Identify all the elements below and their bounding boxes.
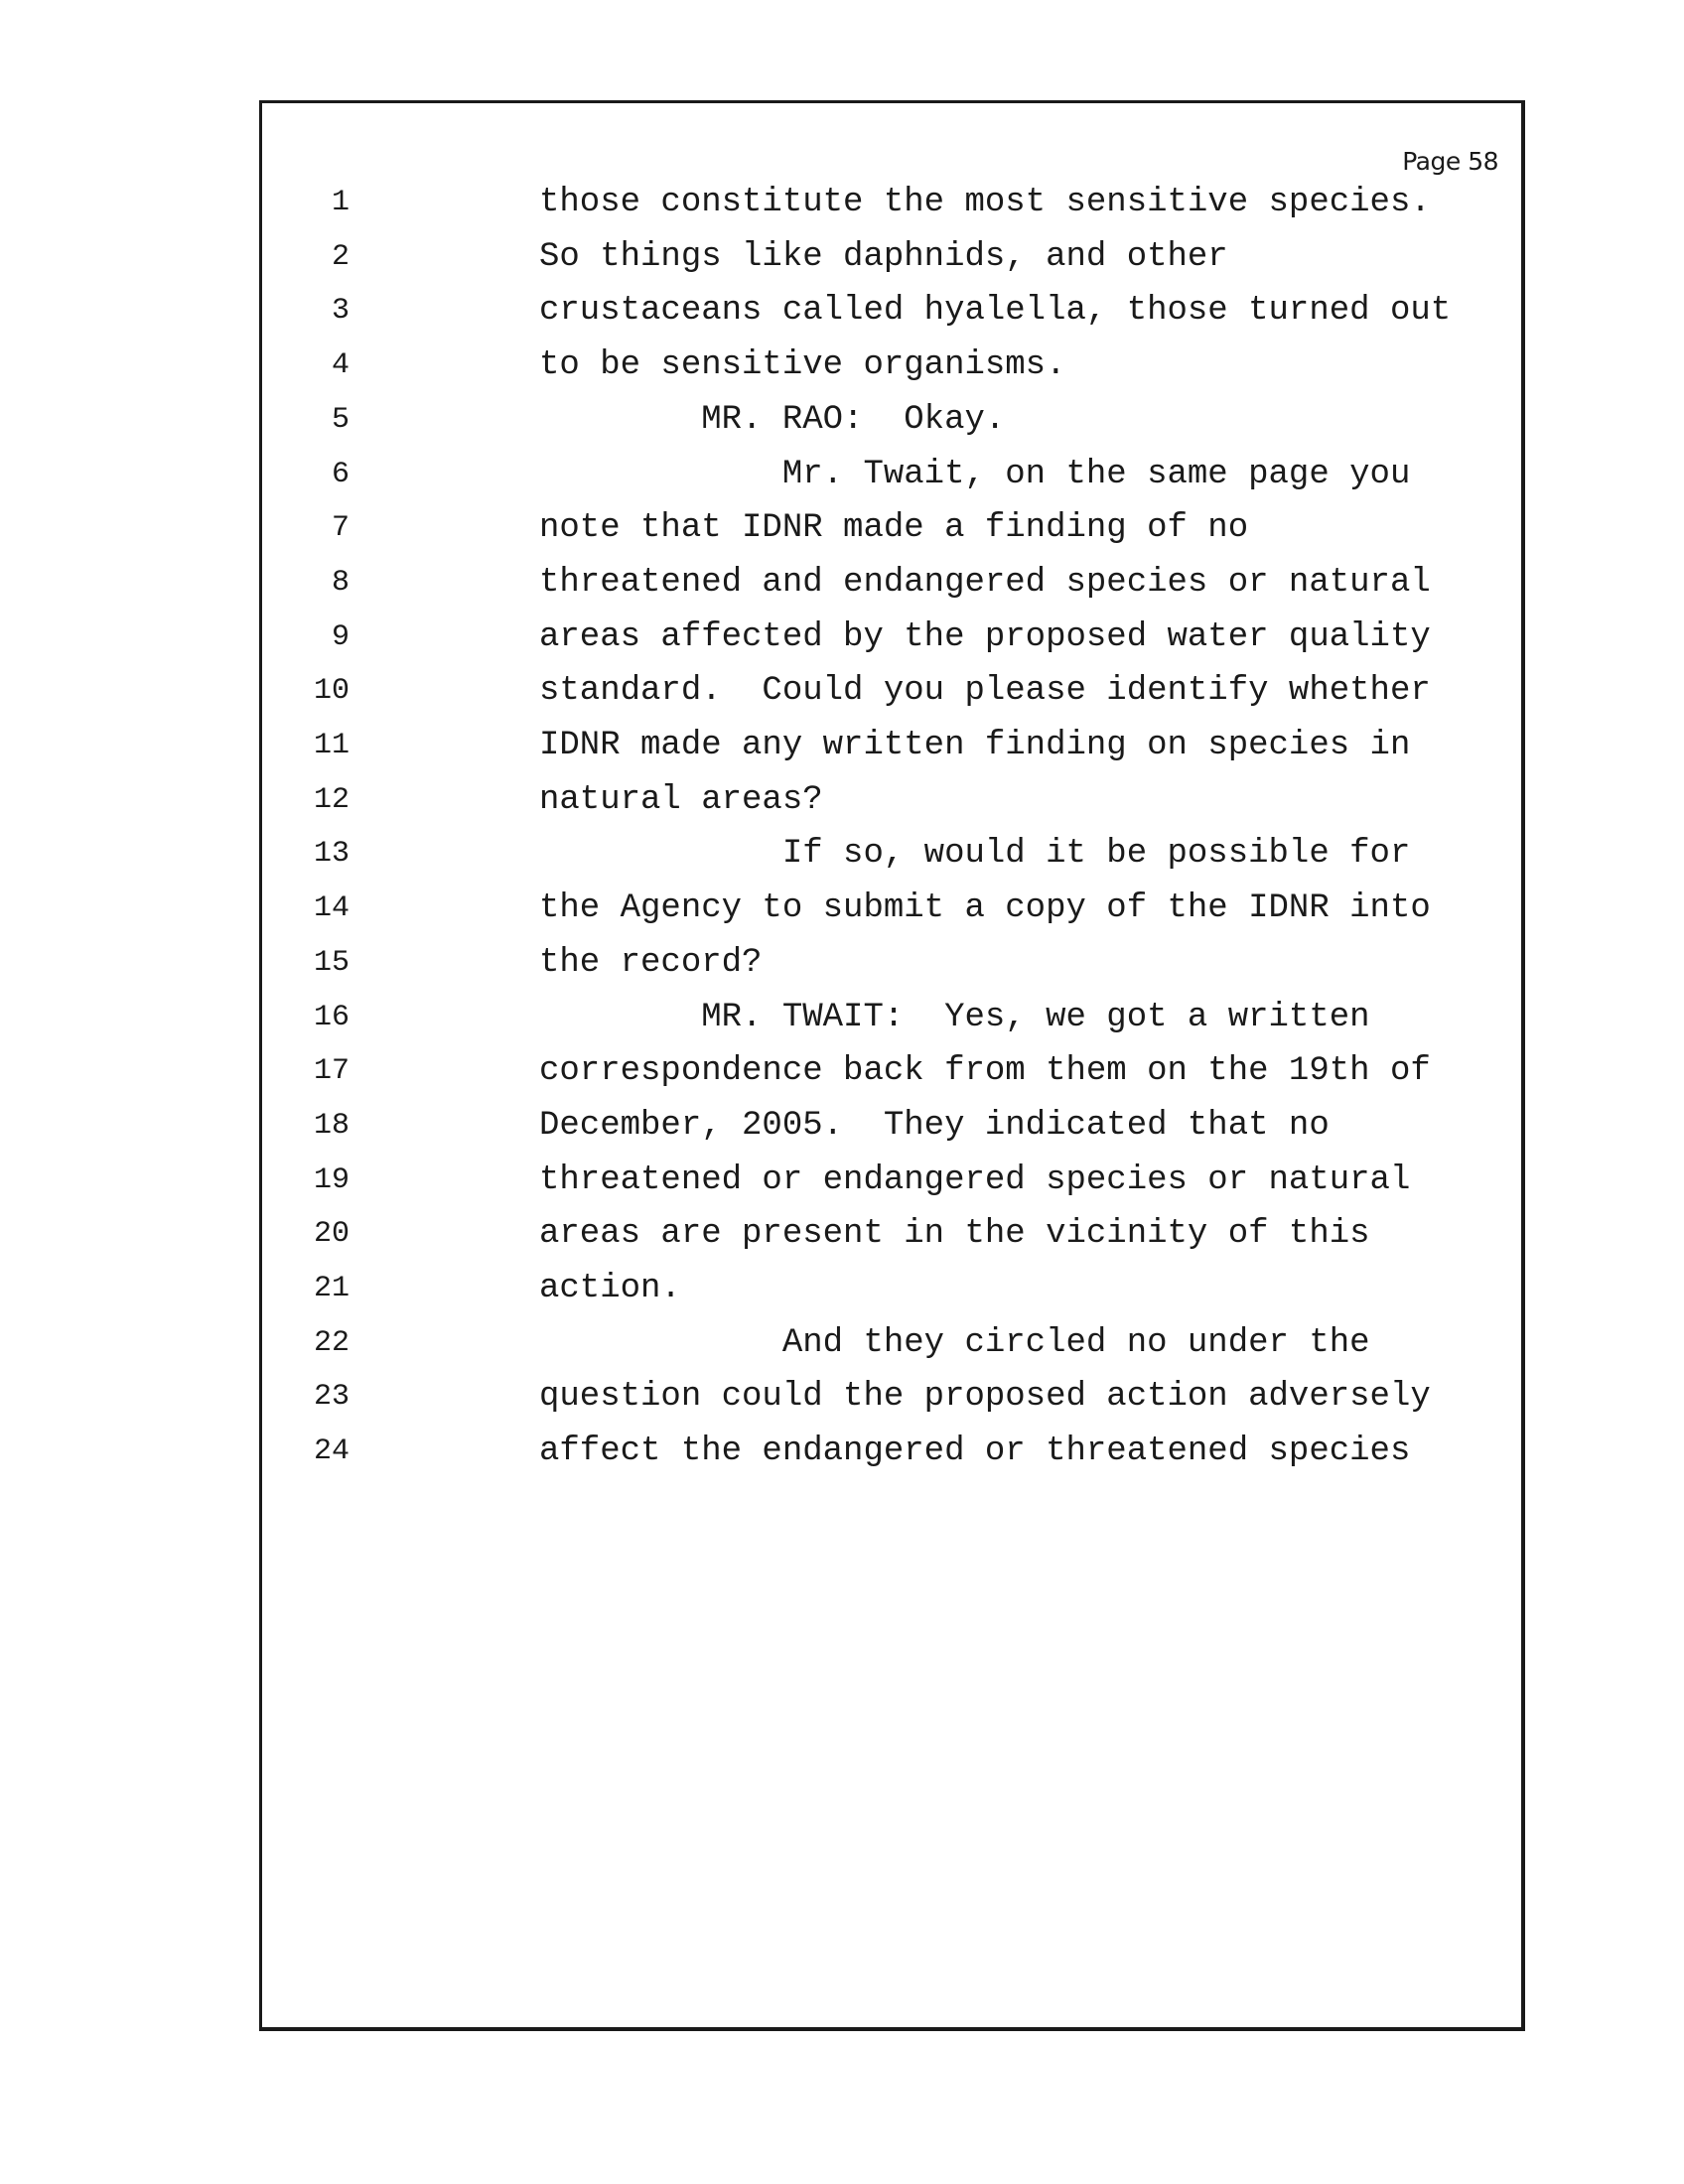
transcript-line: [262, 1101, 1521, 1151]
transcript-line: [262, 829, 1521, 879]
line-text: the Agency to submit a copy of the IDNR into: [539, 889, 1431, 928]
line-number: 21: [313, 1272, 350, 1305]
transcript-line: [262, 450, 1521, 499]
line-number: 4: [331, 348, 350, 383]
line-text: areas affected by the proposed water quality: [539, 617, 1431, 656]
transcript-line: [262, 232, 1521, 282]
transcript-line: [262, 1264, 1521, 1313]
line-text: And they circled no under the: [539, 1323, 1370, 1362]
page-number: Page 58: [1402, 147, 1498, 176]
transcript-line: [262, 178, 1521, 227]
transcript-line: [262, 1427, 1521, 1476]
line-number: 12: [313, 782, 350, 817]
line-number: 23: [313, 1380, 350, 1415]
line-number: 1: [331, 186, 350, 219]
transcript-line: [262, 666, 1521, 716]
line-text: standard. Could you please identify whether: [539, 672, 1431, 711]
transcript-line: [262, 503, 1521, 553]
line-text: threatened or endangered species or natural: [539, 1160, 1411, 1199]
transcript-line: [262, 1372, 1521, 1422]
line-text: MR. TWAIT: Yes, we got a written: [539, 998, 1370, 1036]
line-text: natural areas?: [539, 780, 823, 819]
line-text: Mr. Twait, on the same page you: [539, 455, 1411, 493]
transcript-line: [262, 341, 1521, 390]
transcript-line: [262, 1046, 1521, 1096]
line-text: correspondence back from them on the 19th of: [539, 1052, 1431, 1091]
line-number: 10: [313, 674, 350, 709]
transcript-line: [262, 286, 1521, 336]
line-number: 8: [331, 565, 350, 600]
line-number: 2: [331, 239, 350, 274]
transcript-line: [262, 938, 1521, 988]
line-text: action.: [539, 1270, 681, 1307]
transcript-line: [262, 558, 1521, 608]
line-number: 16: [313, 1000, 350, 1034]
line-number: 11: [313, 729, 350, 762]
line-text: those constitute the most sensitive species.: [539, 184, 1431, 221]
transcript-line: [262, 1318, 1521, 1368]
transcript-line: [262, 1156, 1521, 1205]
transcript-line: [262, 613, 1521, 662]
line-number: 20: [313, 1217, 350, 1252]
line-text: threatened and endangered species or natural: [539, 563, 1431, 602]
transcript-line: [262, 775, 1521, 825]
line-text: to be sensitive organisms.: [539, 346, 1066, 385]
line-number: 9: [331, 619, 350, 654]
line-text: If so, would it be possible for: [539, 835, 1411, 874]
transcript-line: [262, 721, 1521, 770]
line-number: 13: [313, 837, 350, 872]
line-number: 7: [331, 511, 350, 546]
line-text: note that IDNR made a finding of no: [539, 509, 1249, 548]
line-number: 18: [313, 1108, 350, 1143]
line-number: 19: [313, 1162, 350, 1197]
line-text: IDNR made any written finding on species in: [539, 727, 1411, 764]
transcript-line: [262, 884, 1521, 933]
line-text: crustaceans called hyalella, those turned out: [539, 292, 1452, 331]
line-number: 5: [331, 402, 350, 437]
transcript-line: [262, 1209, 1521, 1259]
line-text: So things like daphnids, and other: [539, 237, 1228, 276]
line-text: affect the endangered or threatened species: [539, 1433, 1411, 1471]
transcript-line: [262, 993, 1521, 1042]
line-number: 22: [313, 1325, 350, 1360]
line-text: the record?: [539, 943, 763, 982]
line-text: areas are present in the vicinity of this: [539, 1215, 1370, 1254]
transcript-line: [262, 395, 1521, 445]
transcript-page: [259, 100, 1525, 2031]
line-text: MR. RAO: Okay.: [539, 400, 1006, 439]
line-number: 3: [331, 294, 350, 329]
line-number: 15: [313, 945, 350, 980]
line-text: December, 2005. They indicated that no: [539, 1106, 1330, 1145]
line-text: question could the proposed action adversely: [539, 1378, 1431, 1417]
line-number: 17: [313, 1054, 350, 1089]
line-number: 14: [313, 891, 350, 926]
line-number: 24: [313, 1434, 350, 1469]
line-number: 6: [331, 457, 350, 491]
